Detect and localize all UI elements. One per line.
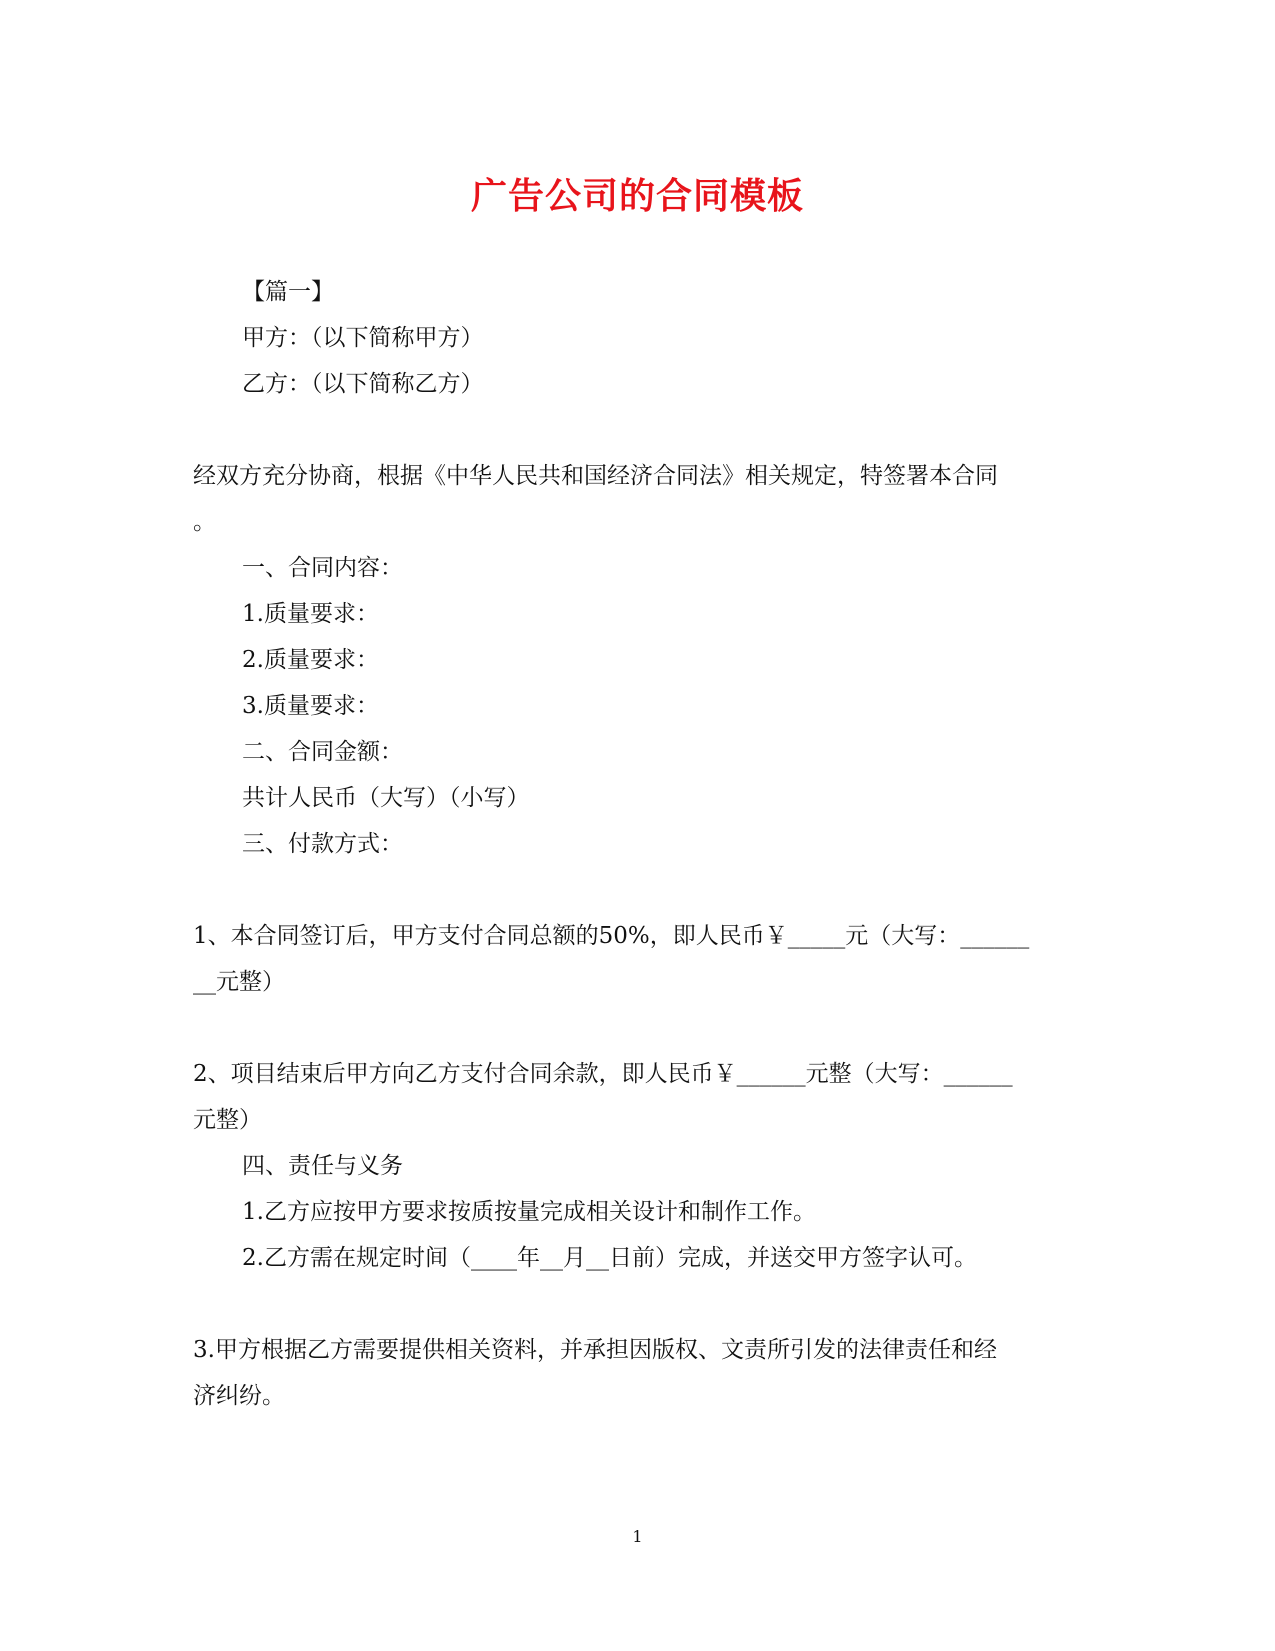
payment-term-2-line-1: 2、项目结束后甲方向乙方支付合同余款，即人民币￥______元整（大写：______ (193, 1061, 1013, 1087)
section-heading-part-one: 【篇一】 (242, 279, 334, 305)
duty-item-3-line-1: 3.甲方根据乙方需要提供相关资料，并承担因版权、文责所引发的法律责任和经 (193, 1337, 997, 1363)
quality-requirement-3: 3.质量要求： (242, 693, 379, 719)
quality-requirement-1: 1.质量要求： (242, 601, 379, 627)
document-title: 广告公司的合同模板 (470, 175, 804, 217)
preamble-line-2: 。 (193, 509, 216, 535)
clause-heading-duties: 四、责任与义务 (242, 1153, 403, 1179)
party-a-line: 甲方：（以下简称甲方） (242, 325, 484, 351)
payment-term-2-line-2: 元整） (193, 1107, 262, 1133)
payment-term-1-line-2: __元整） (193, 969, 285, 995)
payment-term-1-line-1: 1、本合同签订后，甲方支付合同总额的50%，即人民币￥_____元（大写：______ (193, 923, 1030, 949)
party-b-line: 乙方：（以下简称乙方） (242, 371, 484, 397)
clause-heading-content: 一、合同内容： (242, 555, 403, 581)
duty-item-2: 2.乙方需在规定时间（____年__月__日前）完成，并送交甲方签字认可。 (242, 1245, 977, 1271)
clause-heading-amount: 二、合同金额： (242, 739, 403, 765)
clause-heading-payment: 三、付款方式： (242, 831, 403, 857)
quality-requirement-2: 2.质量要求： (242, 647, 379, 673)
page-number: 1 (632, 1527, 643, 1546)
duty-item-3-line-2: 济纠纷。 (193, 1383, 285, 1409)
preamble-line-1: 经双方充分协商，根据《中华人民共和国经济合同法》相关规定，特签署本合同 (193, 463, 998, 489)
duty-item-1: 1.乙方应按甲方要求按质按量完成相关设计和制作工作。 (242, 1199, 816, 1225)
amount-line: 共计人民币（大写）（小写） (242, 785, 530, 811)
